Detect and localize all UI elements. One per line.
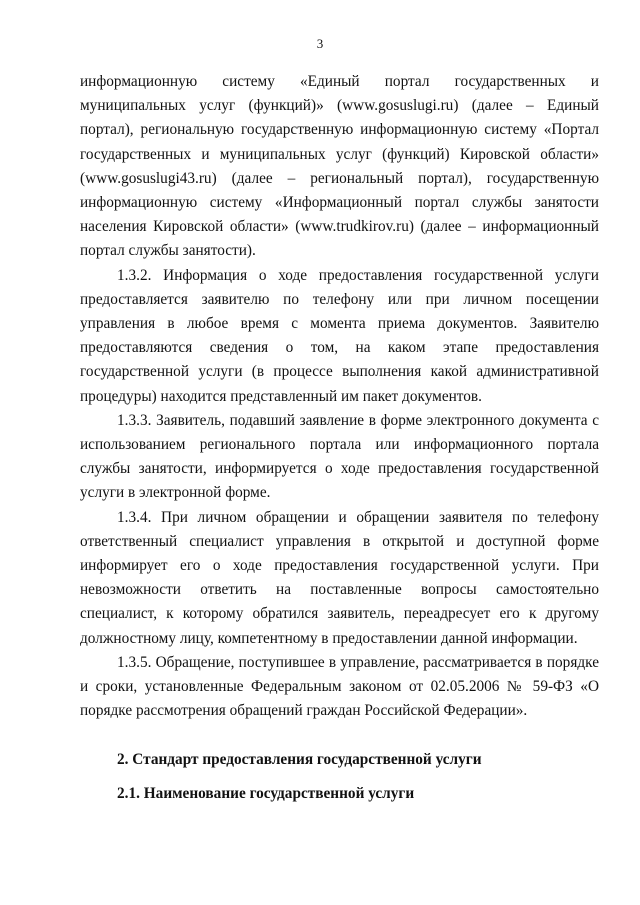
paragraph-portals: информационную систему «Единый портал государственных и муниципальных услуг (функций)» (www.gosuslugi.ru) (далее – Единый портал), региональную государственную информационную систему «Портал государственных и муниципальных услуг (функций) Кировской области» (www.gosuslugi43.ru) (далее – региональный портал), государственную информационную систему «Информационный портал службы занятости населения Кировской области» (www.trudkirov.ru) (далее – информационный портал службы занятости). (80, 73, 599, 260)
page-number: 3 (316, 36, 324, 51)
paragraph-1-3-4: 1.3.4. При личном обращении и обращении заявителя по телефону ответственный специалист управления в открытой и доступной форме информирует его о ходе предоставления государственной услуги. При невозможности ответить на поставленные вопросы самостоятельно специалист, к которому обратился заявитель, переадресует его к другому должностному лицу, компетентному в предоставлении данной информации. (80, 508, 599, 647)
paragraph-1-3-5: 1.3.5. Обращение, поступившее в управление, рассматривается в порядке и сроки, установленные Федеральным законом от 02.05.2006 № 59-ФЗ «О порядке рассмотрения обращений граждан Российской Федерации». (80, 653, 599, 720)
paragraph-1-3-2: 1.3.2. Информация о ходе предоставления государственной услуги предоставляется заявителю по телефону или при личном посещении управления в любое время с момента приема документов. Заявителю предоставляются сведения о том, на каком этапе предоставления государственной услуги (в процессе выполнения какой административной процедуры) находится представленный им пакет документов. (80, 266, 599, 405)
paragraph-1-3-3: 1.3.3. Заявитель, подавший заявление в форме электронного документа с использованием регионального портала или информационного портала службы занятости, информируется о ходе предоставления государственной услуги в электронной форме. (80, 411, 599, 502)
document-body (80, 70, 599, 806)
section-heading-2: 2. Стандарт предоставления государственной услуги (117, 751, 482, 769)
section-heading-2-1: 2.1. Наименование государственной услуги (117, 784, 415, 802)
